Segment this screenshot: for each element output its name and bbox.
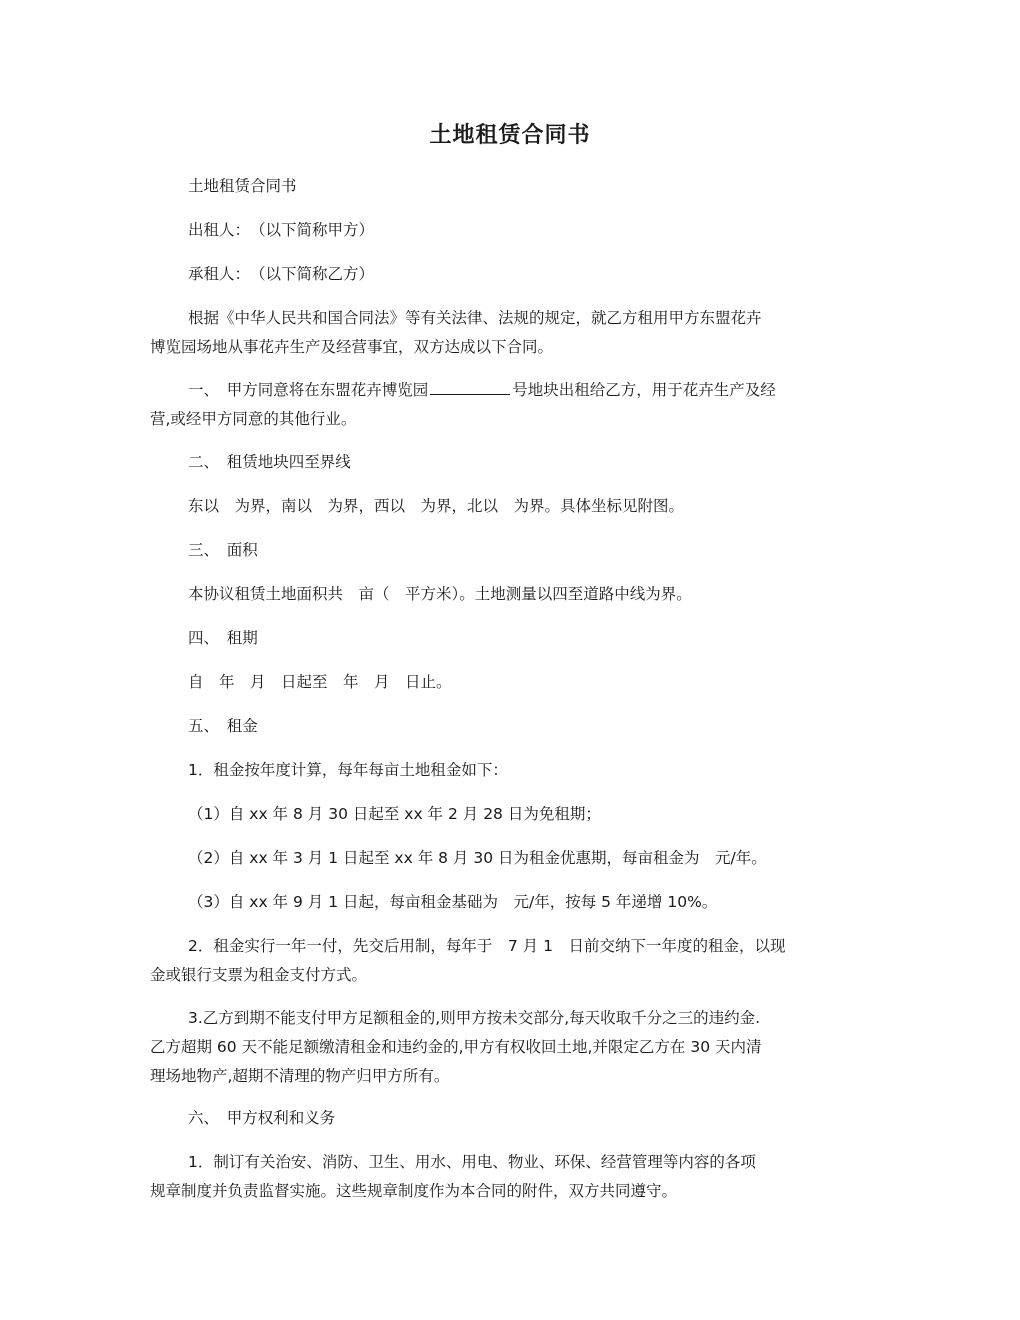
clause-1-line-1 (150, 376, 870, 405)
clause-1-line-2: 营,或经甲方同意的其他行业。 (150, 410, 357, 428)
clause-6-item-1-line-2: 规章制度并负责监督实施。这些规章制度作为本合同的附件，双方共同遵守。 (150, 1182, 678, 1200)
clause-5-item-1-sub-2: （2）自 xx 年 3 月 1 日起至 xx 年 8 月 30 日为租金优惠期，每亩租金为 元/年。 (188, 849, 767, 867)
clause-3-heading: 三、 面积 (188, 541, 258, 559)
clause-1-paragraph (150, 376, 870, 434)
intro-line-2: 博览园场地从事花卉生产及经营事宜，双方达成以下合同。 (150, 338, 554, 356)
clause-5-item-2-line-2: 金或银行支票为租金支付方式。 (150, 966, 368, 984)
clause-6-heading: 六、 甲方权利和义务 (188, 1109, 336, 1127)
clause-5-item-3 (150, 1004, 870, 1091)
intro-paragraph (150, 304, 870, 362)
clause-5-item-3-line-2: 乙方超期 60 天不能足额缴清租金和违约金的,甲方有权收回土地,并限定乙方在 30 天内清 (150, 1038, 762, 1056)
clause-5-item-1: 1．租金按年度计算，每年每亩土地租金如下： (188, 761, 508, 779)
intro-line-1: 根据《中华人民共和国合同法》等有关法律、法规的规定，就乙方租用甲方东盟花卉 (188, 309, 762, 327)
lessor-line: 出租人： （以下简称甲方） (188, 221, 375, 239)
clause-4-heading: 四、 租期 (188, 629, 258, 647)
clause-5-item-1-sub-1: （1）自 xx 年 8 月 30 日起至 xx 年 2 月 28 日为免租期； (188, 805, 601, 823)
clause-5-item-3-line-1: 3.乙方到期不能支付甲方足额租金的,则甲方按未交部分,每天收取千分之三的违约金. (188, 1009, 761, 1027)
clause-3-text: 本协议租赁土地面积共 亩（ 平方米）。土地测量以四至道路中线为界。 (188, 585, 692, 603)
clause-1-text-b: 号地块出租给乙方，用于花卉生产及经 (512, 381, 776, 399)
clause-6-item-1 (150, 1148, 870, 1206)
lessee-line: 承租人： （以下简称乙方） (188, 265, 375, 283)
clause-1-text-a: 一、 甲方同意将在东盟花卉博览园 (188, 381, 429, 399)
clause-5-item-3-line-3: 理场地物产,超期不清理的物产归甲方所有。 (150, 1067, 450, 1085)
subtitle: 土地租赁合同书 (188, 177, 297, 195)
clause-5-item-2 (150, 932, 870, 990)
clause-5-item-1-sub-3: （3）自 xx 年 9 月 1 日起，每亩租金基础为 元/年，按每 5 年递增 10%。 (188, 893, 718, 911)
clause-2-text: 东以 为界，南以 为界，西以 为界，北以 为界。具体坐标见附图。 (188, 497, 685, 515)
document-title: 土地租赁合同书 (429, 123, 591, 148)
clause-6-item-1-line-1: 1．制订有关治安、消防、卫生、用水、用电、物业、环保、经营管理等内容的各项 (188, 1153, 756, 1171)
plot-number-blank (430, 378, 510, 395)
clause-2-heading: 二、 租赁地块四至界线 (188, 453, 351, 471)
clause-5-heading: 五、 租金 (188, 717, 258, 735)
clause-4-text: 自 年 月 日起至 年 月 日止。 (188, 673, 452, 691)
clause-5-item-2-line-1: 2．租金实行一年一付，先交后用制，每年于 7 月 1 日前交纳下一年度的租金，以现 (188, 937, 786, 955)
